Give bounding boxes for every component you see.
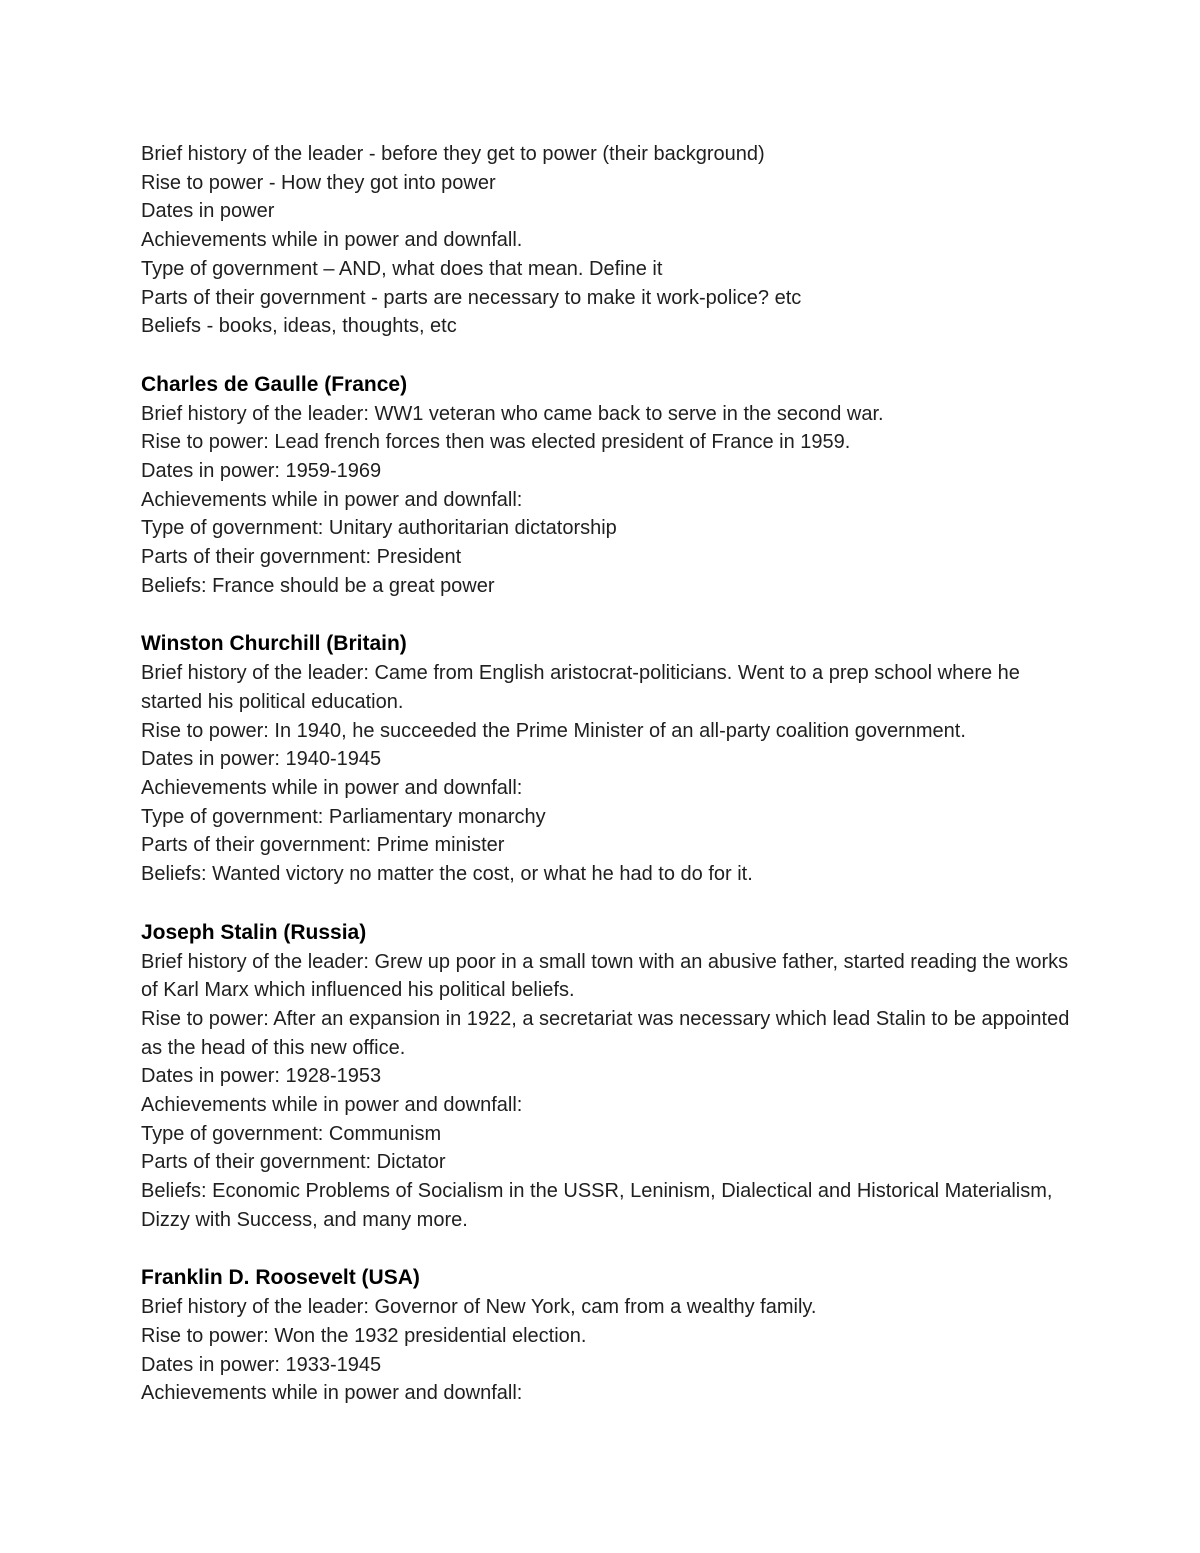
leader-detail-line: Rise to power: In 1940, he succeeded the Prime Minister of an all-party coalition government. [141, 719, 966, 742]
leader-detail-line: Brief history of the leader: WW1 veteran who came back to serve in the second war. [141, 402, 884, 425]
leader-detail-line: Type of government: Unitary authoritarian dictatorship [141, 517, 617, 540]
intro-line: Type of government – AND, what does that mean. Define it [141, 257, 663, 280]
leader-section-roosevelt [141, 1263, 1081, 1408]
leader-detail-line: Dates in power: 1940-1945 [141, 748, 382, 771]
leader-detail-line: Achievements while in power and downfall: [141, 1382, 523, 1405]
intro-guidelines [141, 140, 1081, 341]
leader-heading: Joseph Stalin (Russia) [141, 920, 367, 944]
leader-detail-line: Parts of their government: President [141, 546, 462, 569]
leader-detail-line: Brief history of the leader: Came from English aristocrat-politicians. Went to a prep school where he started his political education. [141, 662, 1020, 713]
leader-heading: Charles de Gaulle (France) [141, 372, 408, 396]
leader-section-stalin [141, 918, 1081, 1235]
leader-detail-line: Type of government: Parliamentary monarchy [141, 805, 546, 828]
leader-heading: Franklin D. Roosevelt (USA) [141, 1266, 420, 1290]
leader-detail-line: Type of government: Communism [141, 1122, 442, 1145]
leader-detail-line: Beliefs: Economic Problems of Socialism in the USSR, Leninism, Dialectical and Historical Materialism, Dizzy with Success, and many more. [141, 1180, 1053, 1231]
leader-detail-line: Achievements while in power and downfall: [141, 777, 523, 800]
leader-section-de-gaulle [141, 370, 1081, 601]
leader-detail-line: Beliefs: Wanted victory no matter the cost, or what he had to do for it. [141, 863, 753, 886]
leader-section-churchill [141, 629, 1081, 889]
leader-detail-line: Rise to power: After an expansion in 1922, a secretariat was necessary which lead Stalin to be appointed as the head of this new office. [141, 1007, 1070, 1059]
intro-line: Achievements while in power and downfall. [141, 229, 523, 252]
leader-detail-line: Achievements while in power and downfall: [141, 1094, 523, 1117]
document-page [141, 140, 1081, 1408]
leader-detail-line: Parts of their government: Prime minister [141, 834, 505, 857]
leader-detail-line: Parts of their government: Dictator [141, 1151, 446, 1174]
leader-detail-line: Achievements while in power and downfall: [141, 488, 523, 511]
leader-detail-line: Dates in power: 1933-1945 [141, 1353, 382, 1376]
leader-detail-line: Brief history of the leader: Governor of New York, cam from a wealthy family. [141, 1296, 817, 1319]
leader-detail-line: Dates in power: 1928-1953 [141, 1065, 382, 1088]
leader-detail-line: Beliefs: France should be a great power [141, 574, 495, 597]
intro-line: Brief history of the leader - before they get to power (their background) [141, 143, 765, 165]
leader-detail-line: Rise to power: Won the 1932 presidential election. [141, 1324, 587, 1347]
intro-line: Dates in power [141, 200, 275, 223]
leader-detail-line: Dates in power: 1959-1969 [141, 460, 382, 483]
leader-heading: Winston Churchill (Britain) [141, 632, 407, 656]
intro-line: Beliefs - books, ideas, thoughts, etc [141, 315, 457, 338]
intro-line: Rise to power - How they got into power [141, 171, 496, 194]
intro-line: Parts of their government - parts are necessary to make it work-police? etc [141, 286, 802, 309]
leader-detail-line: Rise to power: Lead french forces then was elected president of France in 1959. [141, 431, 851, 454]
leader-detail-line: Brief history of the leader: Grew up poor in a small town with an abusive father, started reading the works of Karl Marx which influenced his political beliefs. [141, 950, 1069, 1002]
